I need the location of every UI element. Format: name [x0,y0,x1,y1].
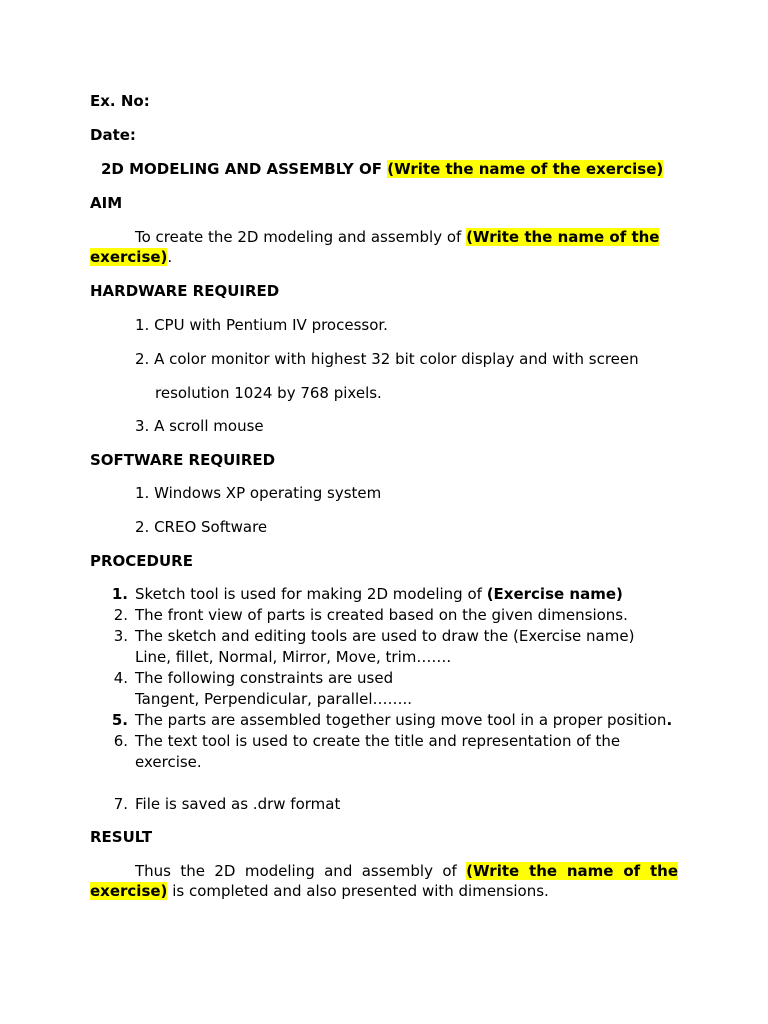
procedure-step-number: 6. [113,732,128,750]
title-main: 2D MODELING AND ASSEMBLY OF [101,160,388,178]
hardware-item: 3. A scroll mouse [135,417,264,435]
procedure-step-text: The text tool is used to create the title and representation of the [135,732,621,750]
software-item: 2. CREO Software [135,518,268,536]
aim-text-prefix: To create the 2D modeling and assembly of [135,228,467,246]
procedure-step-continuation: Line, fillet, Normal, Mirror, Move, trim……. [135,648,452,666]
result-highlight-2: exercise) [90,882,168,900]
aim-highlight-1: (Write the name of the [466,228,660,246]
procedure-step-text: File is saved as .drw format [135,795,341,813]
step-bold-tail: (Exercise name) [486,585,623,603]
hardware-item: 1. CPU with Pentium IV processor. [135,316,388,334]
aim-text-line1 [135,227,659,247]
result-heading: RESULT [90,828,153,846]
aim-text-line2 [90,247,172,267]
procedure-step-text [135,710,672,730]
document-title [101,159,663,179]
procedure-step-continuation: exercise. [135,753,202,771]
step-text: Sketch tool is used for making 2D modeling of [135,585,487,603]
date-label: Date: [90,126,136,144]
procedure-step-number: 7. [113,795,128,813]
result-text-prefix: Thus the 2D modeling and assembly of [135,862,467,880]
hardware-item-continuation: resolution 1024 by 768 pixels. [155,384,382,402]
result-paragraph [90,861,678,901]
aim-text-suffix: . [167,248,173,266]
step-text: The parts are assembled together using move tool in a proper position [135,711,667,729]
procedure-step-number: 3. [113,627,128,645]
software-item: 1. Windows XP operating system [135,484,382,502]
procedure-step-continuation: Tangent, Perpendicular, parallel…….. [135,690,413,708]
hardware-item: 2. A color monitor with highest 32 bit color display and with screen [135,350,639,368]
title-highlight: (Write the name of the exercise) [387,160,664,178]
procedure-heading: PROCEDURE [90,552,193,570]
procedure-step-number: 1. [111,585,128,603]
procedure-step-text [135,584,623,604]
aim-highlight-2: exercise) [90,248,168,266]
procedure-step-text: The following constraints are used [135,669,394,687]
procedure-step-number: 2. [113,606,128,624]
aim-heading: AIM [90,194,123,212]
result-text-suffix: is completed and also presented with dimensions. [167,882,549,900]
procedure-step-number: 5. [111,711,128,729]
procedure-step-number: 4. [113,669,128,687]
result-highlight-1: (Write the name of the [466,862,679,880]
procedure-step-text: The sketch and editing tools are used to draw the (Exercise name) [135,627,635,645]
hardware-heading: HARDWARE REQUIRED [90,282,280,300]
ex-no-label: Ex. No: [90,92,150,110]
procedure-step-text: The front view of parts is created based on the given dimensions. [135,606,628,624]
software-heading: SOFTWARE REQUIRED [90,451,276,469]
step-bold-tail: . [666,711,673,729]
